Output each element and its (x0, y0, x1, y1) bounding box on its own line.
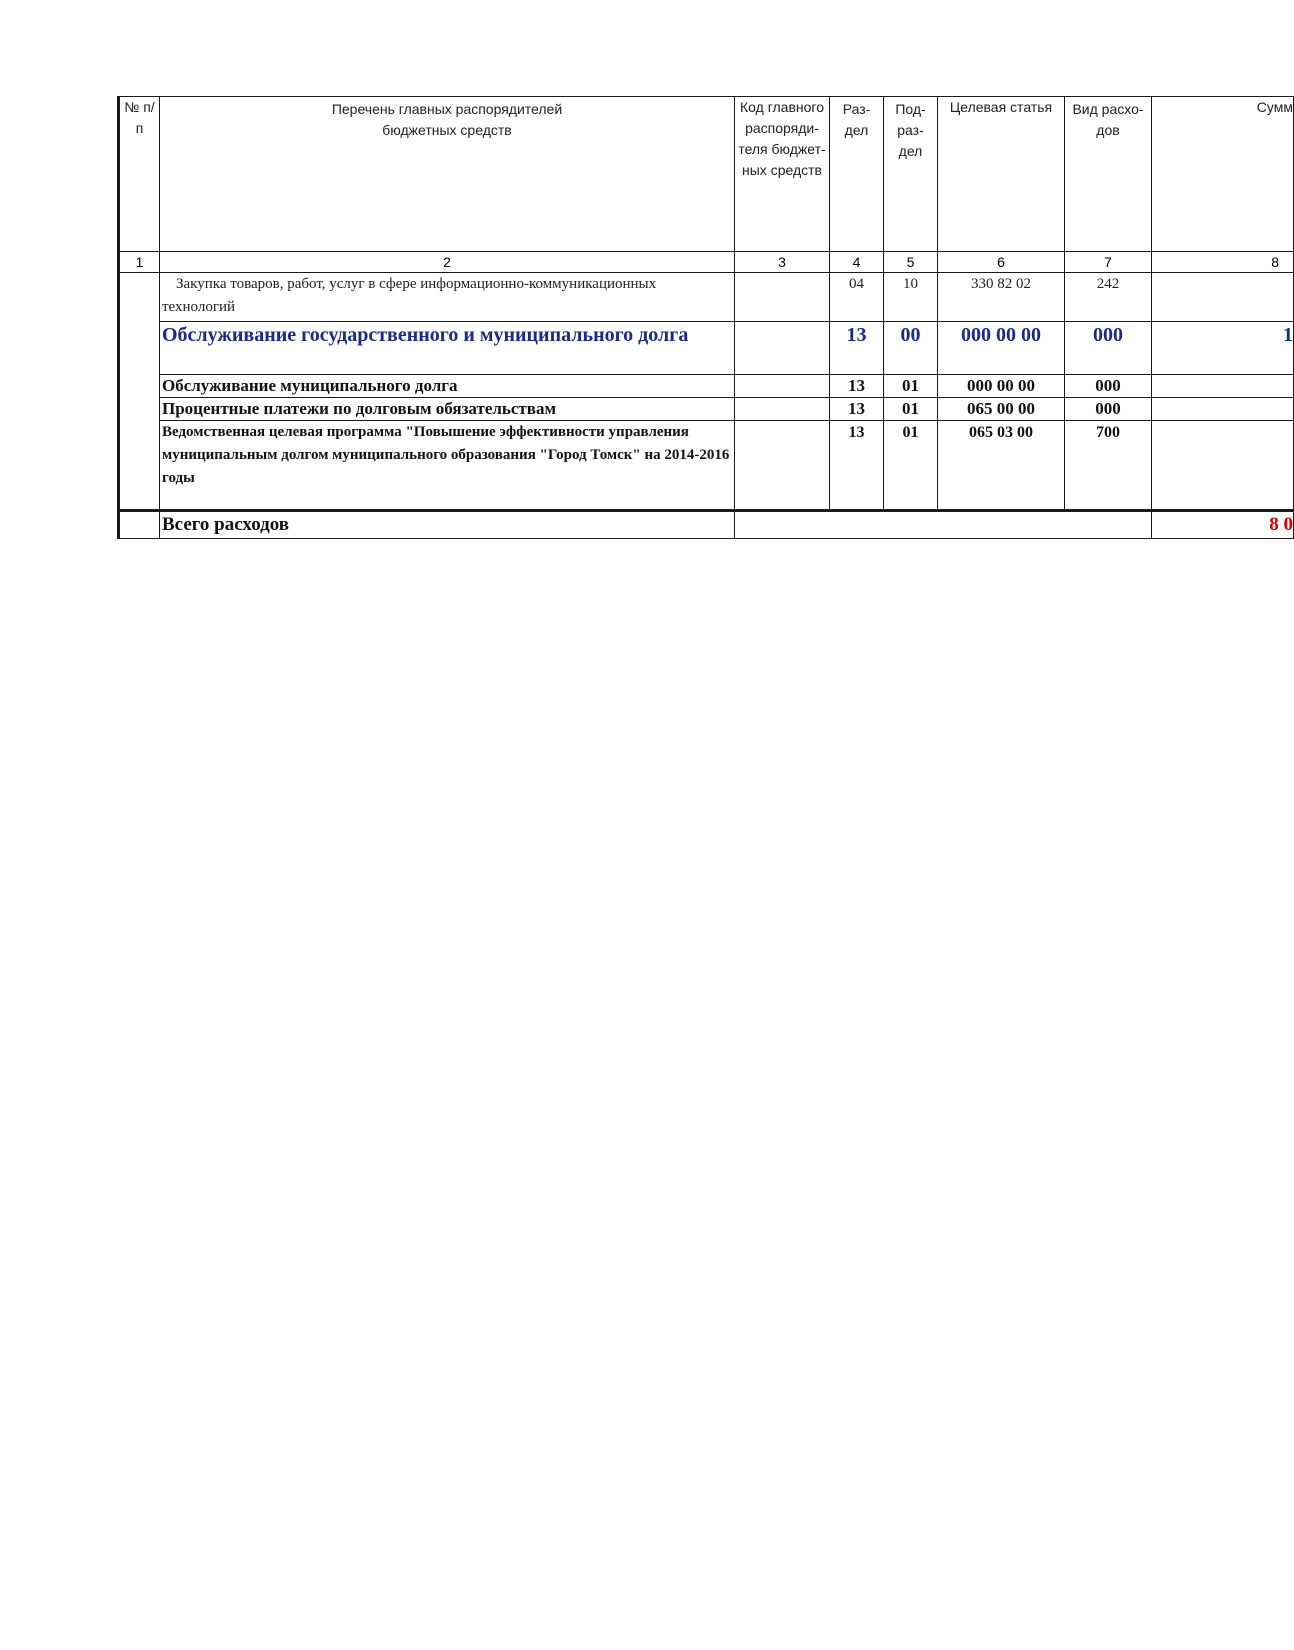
row-code (735, 421, 830, 511)
column-number: 4 (830, 252, 884, 273)
row-type: 700 (1065, 421, 1152, 511)
row-code (735, 398, 830, 421)
row-type: 000 (1065, 375, 1152, 398)
table-row (119, 375, 1294, 398)
row-name: Процентные платежи по долговым обязательствам (160, 398, 735, 421)
column-numbers-row (119, 252, 1294, 273)
row-section: 13 (830, 375, 884, 398)
table-row (119, 421, 1294, 511)
header-subsection: Под- раз- дел (884, 97, 938, 252)
row-type: 000 (1065, 398, 1152, 421)
row-code (735, 322, 830, 375)
row-name: Закупка товаров, работ, услуг в сфере информационно-коммуникационных технологий (160, 273, 735, 322)
header-recipients: Перечень главных распорядителей бюджетных средств (160, 97, 735, 252)
row-name: Обслуживание государственного и муниципального долга (160, 322, 735, 375)
column-number: 3 (735, 252, 830, 273)
header-section: Раз- дел (830, 97, 884, 252)
row-code (735, 375, 830, 398)
row-target: 000 00 00 (938, 322, 1065, 375)
row-target: 065 03 00 (938, 421, 1065, 511)
row-target: 330 82 02 (938, 273, 1065, 322)
row-subsection: 10 (884, 273, 938, 322)
row-amount (1152, 421, 1294, 511)
row-amount: 1 (1152, 322, 1294, 375)
row-amount (1152, 375, 1294, 398)
table-row (119, 273, 1294, 322)
column-number: 5 (884, 252, 938, 273)
total-amount: 8 0 (1152, 511, 1294, 539)
row-subsection: 00 (884, 322, 938, 375)
row-target: 000 00 00 (938, 375, 1065, 398)
row-subsection: 01 (884, 398, 938, 421)
row-subsection: 01 (884, 375, 938, 398)
table-row (119, 398, 1294, 421)
header-expense-type: Вид расхо- дов (1065, 97, 1152, 252)
row-subsection: 01 (884, 421, 938, 511)
total-row (119, 511, 1294, 539)
row-name: Обслуживание муниципального долга (160, 375, 735, 398)
row-section: 04 (830, 273, 884, 322)
header-amount: Сумм (1152, 97, 1294, 252)
column-number: 2 (160, 252, 735, 273)
total-number-cell (119, 511, 160, 539)
total-codes-cell (735, 511, 1152, 539)
row-section: 13 (830, 322, 884, 375)
header-code: Код главного распоряди- теля бюджет- ных средств (735, 97, 830, 252)
row-number-cell (119, 273, 160, 511)
row-amount (1152, 273, 1294, 322)
header-row (119, 97, 1294, 252)
row-section: 13 (830, 398, 884, 421)
column-number: 1 (119, 252, 160, 273)
column-number: 6 (938, 252, 1065, 273)
row-section: 13 (830, 421, 884, 511)
budget-sheet (117, 96, 1293, 539)
column-number: 7 (1065, 252, 1152, 273)
budget-table (117, 96, 1294, 539)
total-label: Всего расходов (160, 511, 735, 539)
header-target: Целевая статья (938, 97, 1065, 252)
header-number: № п/п (119, 97, 160, 252)
row-code (735, 273, 830, 322)
column-number: 8 (1152, 252, 1294, 273)
row-type: 000 (1065, 322, 1152, 375)
row-type: 242 (1065, 273, 1152, 322)
row-amount (1152, 398, 1294, 421)
row-target: 065 00 00 (938, 398, 1065, 421)
table-row (119, 322, 1294, 375)
row-name: Ведомственная целевая программа "Повышение эффективности управления муниципальным долгом муниципального образования "Город Томск" на 2014-2016 годы (160, 421, 735, 511)
